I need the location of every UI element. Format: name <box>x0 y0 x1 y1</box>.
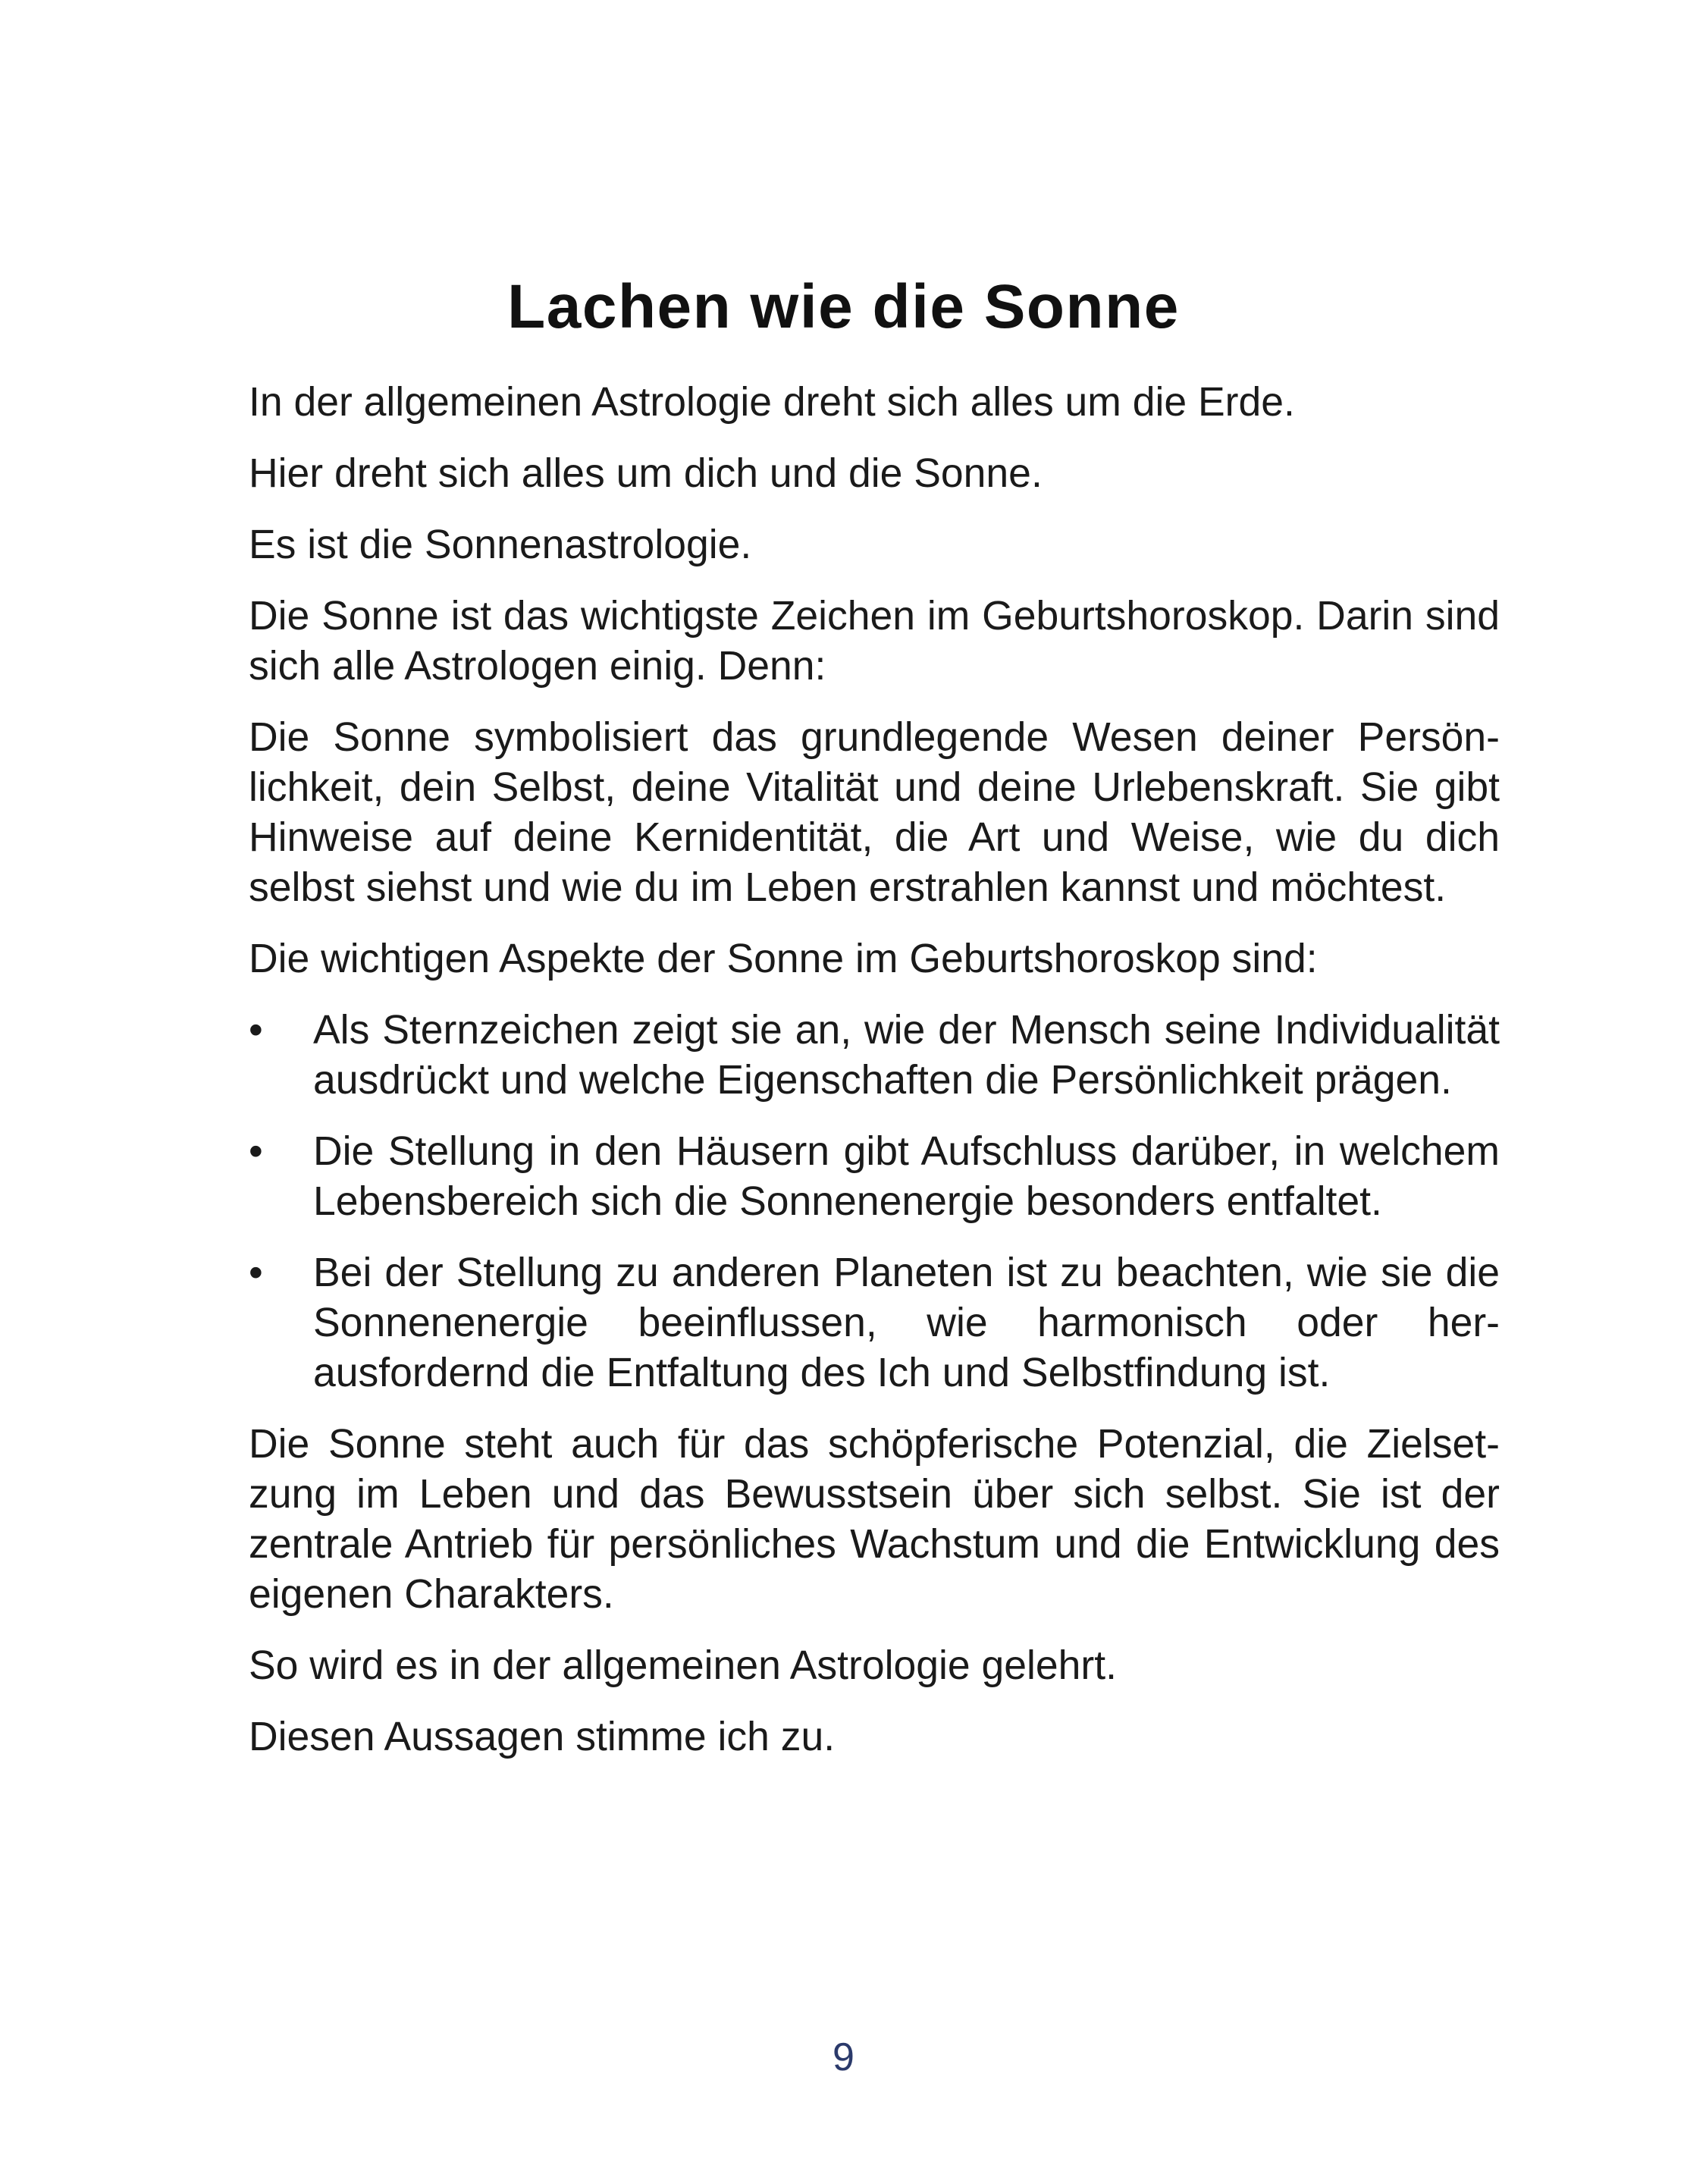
body-text <box>249 378 1500 1784</box>
list-item-text: Die Stellung in den Häusern gibt Aufschluss darüber, in welchem Lebensbereich sich die Sonnenenergie besonders entfaltet. <box>313 1129 1500 1224</box>
list-item-text: Als Sternzeichen zeigt sie an, wie der Mensch seine Individualität ausdrückt und welche Eigenschaften die Persönlichkeit prägen. <box>313 1008 1500 1103</box>
paragraph: Die Sonne ist das wichtigste Zeichen im Geburtshoroskop. Darin sind sich alle Astrologen einig. Denn: <box>249 594 1500 689</box>
page-title: Lachen wie die Sonne <box>507 272 1180 341</box>
list-item <box>249 1127 1500 1227</box>
paragraph: Die wichtigen Aspekte der Sonne im Geburtshoroskop sind: <box>249 937 1318 981</box>
list-item <box>249 1248 1500 1398</box>
paragraph: Die Sonne steht auch für das schöpferische Potenzial, die Zielsetzung im Leben und das Bewusstsein über sich selbst. Sie ist der zentrale Antrieb für persönliches Wachstum und die Entwicklung des eigenen Charakters. <box>249 1422 1500 1617</box>
paragraph: Diesen Aussagen stimme ich zu. <box>249 1715 836 1759</box>
list-item-text: Bei der Stellung zu anderen Planeten ist zu beachten, wie sie die Sonnenenergie beeinflussen, wie harmonisch oder herausfordernd die Entfaltung des Ich und Selbstfindung ist. <box>313 1250 1500 1395</box>
paragraph: So wird es in der allgemeinen Astrologie gelehrt. <box>249 1643 1117 1688</box>
paragraph: Die Sonne symbolisiert das grundlegende Wesen deiner Persönlichkeit, dein Selbst, deine Vitalität und deine Urlebenskraft. Sie gibt Hinweise auf deine Kernidentität, die Art und Weise, wie du dich selbst siehst und wie du im Leben erstrahlen kannst und möchtest. <box>249 715 1500 910</box>
page-number: 9 <box>833 2035 854 2079</box>
paragraph: In der allgemeinen Astrologie dreht sich alles um die Erde. <box>249 380 1295 425</box>
bullet-icon: • <box>249 1129 263 1174</box>
list-item <box>249 1006 1500 1106</box>
paragraph: Hier dreht sich alles um dich und die Sonne. <box>249 451 1043 496</box>
bullet-icon: • <box>249 1250 263 1295</box>
paragraph: Es ist die Sonnenastrologie. <box>249 522 752 567</box>
bullet-list <box>249 1006 1500 1398</box>
bullet-icon: • <box>249 1008 263 1053</box>
